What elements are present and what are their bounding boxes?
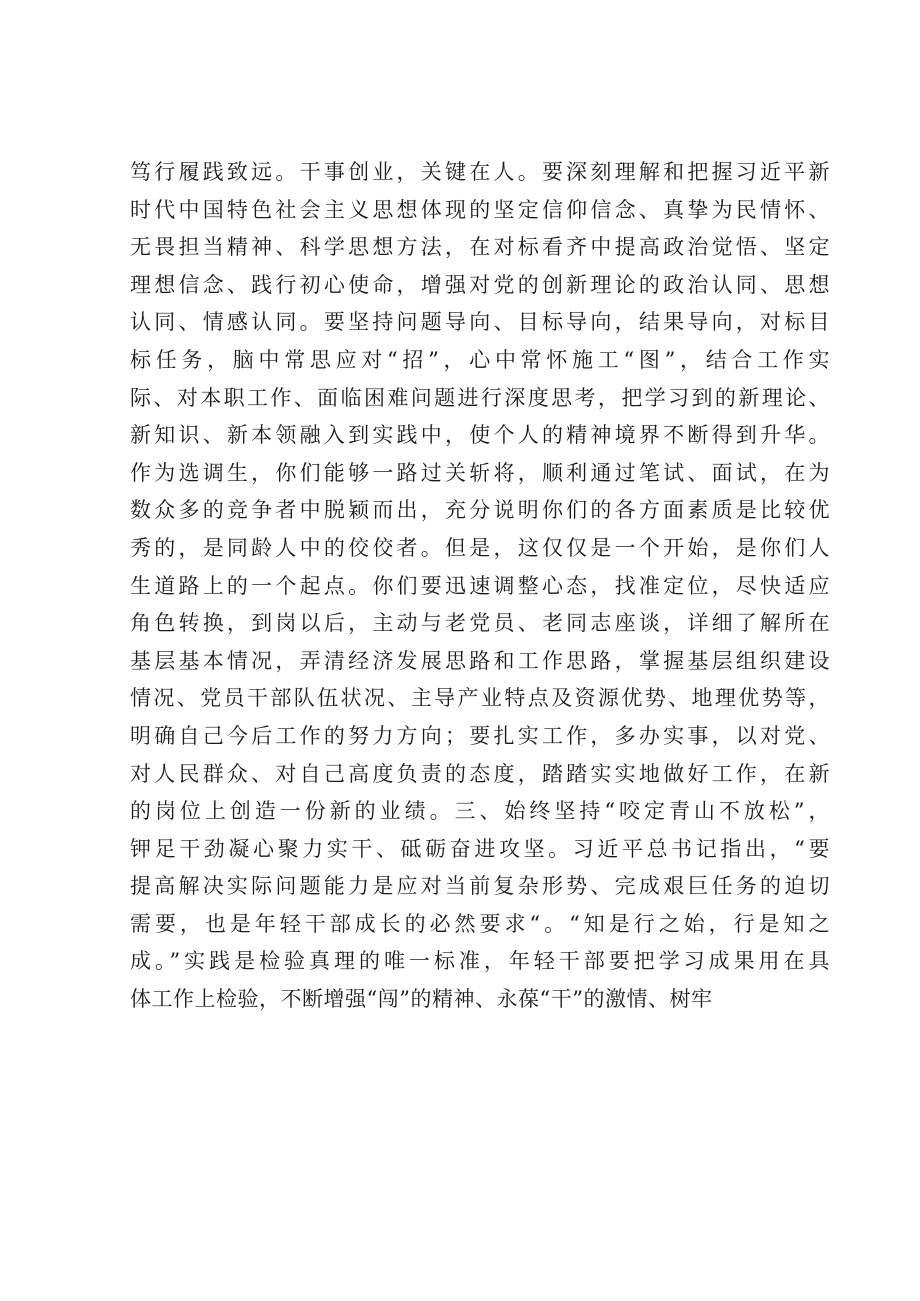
- text-line: 基层基本情况，弄清经济发展思路和工作思路，掌握基层组织建设: [130, 648, 830, 673]
- text-line: 需要，也是年轻干部成长的必然要求“。“知是行之始，行是知之: [130, 911, 830, 936]
- text-line: 时代中国特色社会主义思想体现的坚定信仰信念、真挚为民情怀、: [130, 197, 830, 222]
- text-line: 生道路上的一个起点。你们要迅速调整心态，找准定位，尽快适应: [130, 573, 830, 598]
- text-line: 认同、情感认同。要坚持问题导向、目标导向，结果导向，对标目: [130, 310, 830, 335]
- text-line: 的岗位上创造一份新的业绩。三、始终坚持“咬定青山不放松”，: [130, 799, 830, 824]
- text-line: 对人民群众、对自己高度负责的态度，踏踏实实地做好工作，在新: [130, 761, 830, 786]
- text-line: 钾足干劲凝心聚力实干、砥砺奋进攻坚。习近平总书记指出，“要: [130, 836, 830, 861]
- text-line: 新知识、新本领融入到实践中，使个人的精神境界不断得到升华。: [130, 423, 830, 448]
- text-line: 情况、党员干部队伍状况、主导产业特点及资源优势、地理优势等，: [130, 686, 830, 711]
- text-line: 体工作上检验，不断增强“闯”的精神、永葆“干”的激情、树牢: [130, 987, 713, 1012]
- text-line: 提高解决实际问题能力是应对当前复杂形势、完成艰巨任务的迫切: [130, 874, 830, 899]
- body-text: [130, 154, 830, 1019]
- text-line: 明确自己今后工作的努力方向；要扎实工作，多办实事，以对党、: [130, 723, 830, 748]
- text-line: 作为选调生，你们能够一路过关斩将，顺利通过笔试、面试，在为: [130, 460, 830, 485]
- text-line: 际、对本职工作、面临困难问题进行深度思考，把学习到的新理论、: [130, 385, 830, 410]
- text-line: 秀的，是同龄人中的佼佼者。但是，这仅仅是一个开始，是你们人: [130, 535, 830, 560]
- text-line: 角色转换，到岗以后，主动与老党员、老同志座谈，详细了解所在: [130, 611, 830, 636]
- text-line: 标任务，脑中常思应对“招”，心中常怀施工“图”，结合工作实: [130, 347, 830, 372]
- text-line: 无畏担当精神、科学思想方法，在对标看齐中提高政治觉悟、坚定: [130, 235, 830, 260]
- text-line: 成。”实践是检验真理的唯一标准，年轻干部要把学习成果用在具: [130, 949, 830, 974]
- text-line: 笃行履践致远。干事创业，关键在人。要深刻理解和把握习近平新: [130, 160, 830, 184]
- text-line: 理想信念、践行初心使命，增强对党的创新理论的政治认同、思想: [130, 272, 830, 297]
- text-line: 数众多的竞争者中脱颖而出，充分说明你们的各方面素质是比较优: [130, 498, 830, 523]
